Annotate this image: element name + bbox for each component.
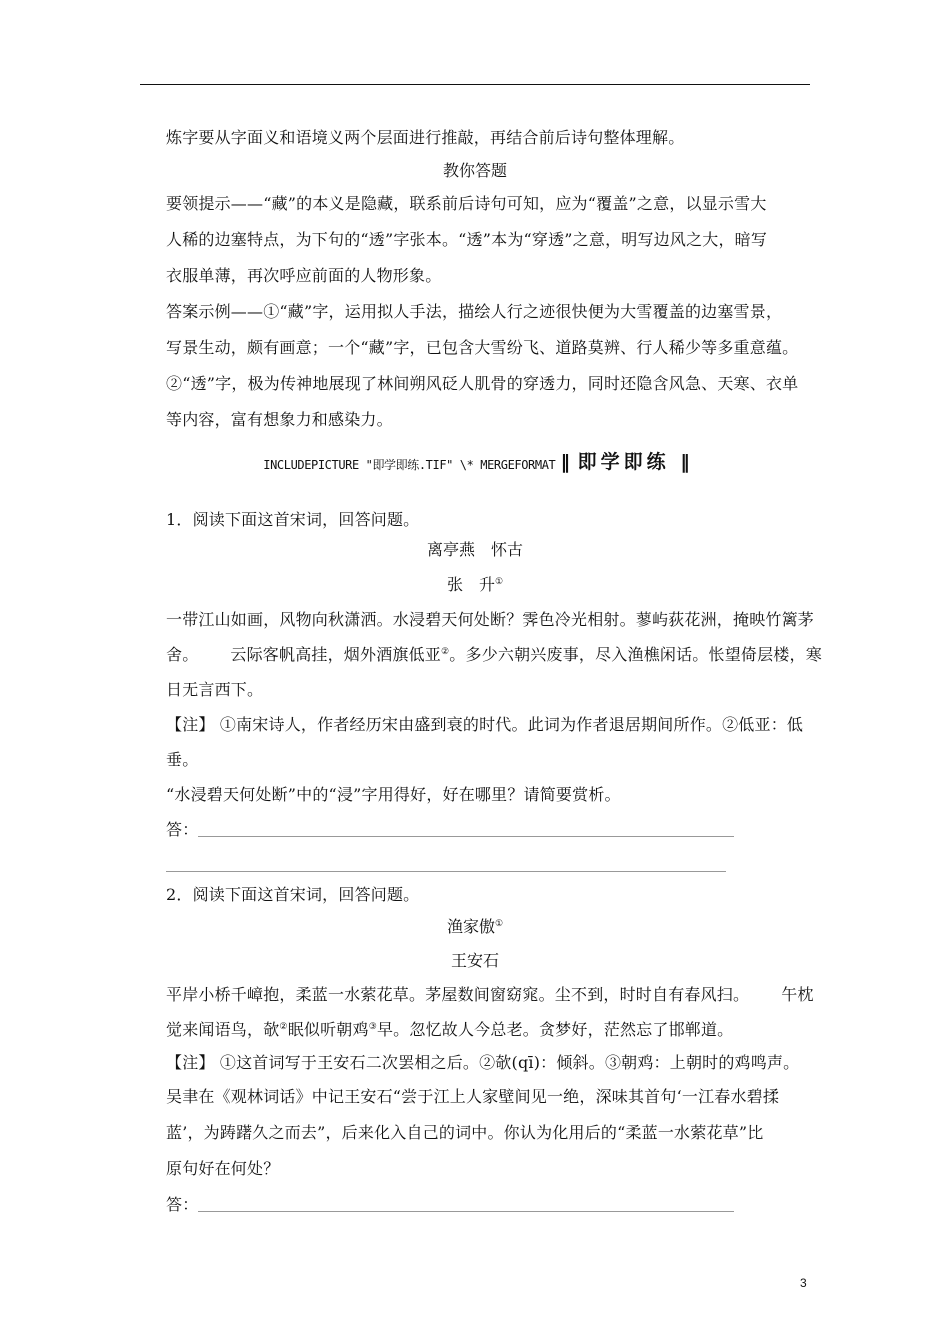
q1-poem-line-2a: 舍。 (166, 645, 199, 664)
q1-author-mark: ① (494, 577, 504, 587)
header-rule (140, 84, 810, 85)
banner-image (560, 452, 686, 472)
q2-question-line-1: 吴聿在《观林词话》中记王安石“尝于江上人家壁间见一绝，深味其首句‘一江春水碧揉 (166, 1087, 780, 1106)
q1-poem-line-2 (166, 645, 822, 665)
q1-answer-line-2[interactable] (166, 857, 726, 872)
q2-note-label: 【注】 (166, 1053, 215, 1072)
q2-poem-line-1 (166, 985, 814, 1005)
banner-bar-right: ‖ (680, 451, 687, 473)
q1-poem-line-3: 日无言西下。 (166, 680, 264, 699)
q2-question-line-2: 蓝’，为踌躇久之而去”，后来化入自己的词中。你认为化用后的“柔蓝一水萦花草”比 (166, 1123, 764, 1142)
hint-line-1: 要领提示——“藏”的本义是隐藏，联系前后诗句可知，应为“覆盖”之意，以显示雪大 (166, 194, 767, 213)
hint-line-2: 人稀的边塞特点，为下句的“透”字张本。“透”本为“穿透”之意，明写边风之大，暗写 (166, 230, 768, 249)
answer-example-line-4: 等内容，富有想象力和感染力。 (166, 410, 393, 429)
q2-poem-line-2a: 觉来闻语鸟，欹 (166, 1020, 280, 1039)
q2-poem-line-1b: 午枕 (781, 985, 814, 1004)
banner-bar-left: ‖ (560, 451, 567, 473)
q2-answer-label: 答： (166, 1195, 199, 1214)
q2-poem-line-2c: 早。忽忆故人今总老。贪梦好，茫然忘了邯郸道。 (376, 1020, 734, 1039)
q1-note-line-1 (166, 715, 803, 735)
q2-title-text: 渔家傲 (446, 917, 495, 936)
q1-poem-line-2b: 云际客帆高挂，烟外酒旗低亚 (230, 645, 442, 664)
q2-answer-row (166, 1195, 734, 1215)
q2-note-line (166, 1053, 799, 1073)
field-code: INCLUDEPICTURE "即学即练.TIF" \* MERGEFORMAT (263, 458, 556, 472)
q2-poem-line-1a: 平岸小桥千嶂抱，柔蓝一水萦花草。茅屋数间窗窈窕。尘不到，时时自有春风扫。 (166, 985, 750, 1004)
q2-poem-line-2b: 眠似听朝鸡 (287, 1020, 369, 1039)
hint-line-3: 衣服单薄，再次呼应前面的人物形象。 (166, 266, 442, 285)
q1-note-text-1: ①南宋诗人，作者经历宋由盛到衰的时代。此词为作者退居期间所作。②低亚：低 (219, 715, 804, 734)
intro-line: 炼字要从字面义和语境义两个层面进行推敲，再结合前后诗句整体理解。 (166, 128, 685, 147)
q2-note-text: ①这首词写于王安石二次罢相之后。②欹(qī)：倾斜。③朝鸡：上朝时的鸡鸣声。 (219, 1053, 800, 1072)
q1-poem-line-1: 一带江山如画，风物向秋潇洒。水浸碧天何处断？霁色冷光相射。蓼屿荻花洲，掩映竹篱茅 (166, 610, 815, 629)
q2-prompt: 2．阅读下面这首宋词，回答问题。 (166, 885, 420, 904)
answer-example-line-2: 写景生动，颇有画意；一个“藏”字，已包含大雪纷飞、道路莫辨、行人稀少等多重意蕴。 (166, 338, 799, 357)
q2-title-mark: ① (494, 919, 504, 929)
q2-poem-title (0, 917, 950, 937)
field-code-line (0, 452, 950, 475)
q1-question: “水浸碧天何处断”中的“浸”字用得好，好在哪里？请简要赏析。 (166, 785, 621, 804)
page-number: 3 (800, 1276, 807, 1290)
teach-heading: 教你答题 (442, 161, 507, 180)
answer-example-line-1: 答案示例——①“藏”字，运用拟人手法，描绘人行之迹很快便为大雪覆盖的边塞雪景， (166, 302, 783, 321)
q2-note-mark-3: ③ (368, 1022, 377, 1032)
answer-example-line-3: ②“透”字，极为传神地展现了林间朔风砭人肌骨的穿透力，同时还隐含风急、天寒、衣单 (166, 374, 799, 393)
q1-answer-row (166, 820, 734, 840)
q1-note-label: 【注】 (166, 715, 215, 734)
q1-note-mark-2: ② (441, 647, 450, 657)
q2-author: 王安石 (450, 951, 499, 970)
q2-answer-line[interactable] (198, 1197, 734, 1212)
q1-poem-title: 离亭燕 怀古 (426, 540, 523, 559)
q2-question-line-3: 原句好在何处？ (166, 1159, 280, 1178)
banner-text: 即学即练 (577, 451, 670, 473)
q1-answer-row-2 (166, 855, 726, 875)
q1-answer-label: 答： (166, 820, 199, 839)
q1-prompt: 1．阅读下面这首宋词，回答问题。 (166, 510, 420, 529)
q1-author-name: 张 升 (446, 575, 495, 594)
q2-note-mark-2: ② (279, 1022, 288, 1032)
q1-poem-line-2c: 。多少六朝兴废事，尽入渔樵闲话。怅望倚层楼，寒 (449, 645, 822, 664)
q1-note-line-2: 垂。 (166, 750, 199, 769)
q2-poem-line-2 (166, 1020, 733, 1040)
q1-author (0, 575, 950, 595)
q1-answer-line-1[interactable] (198, 822, 734, 837)
